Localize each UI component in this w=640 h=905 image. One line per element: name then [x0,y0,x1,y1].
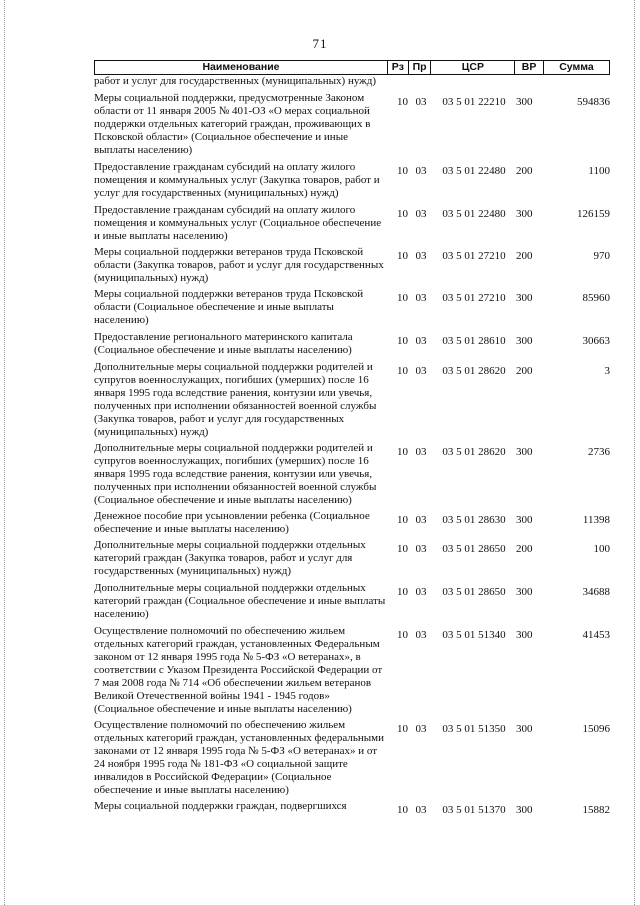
table-row [94,442,610,507]
table-row [94,625,610,716]
row-pr-cell: 03 [415,629,427,641]
row-rz-cell: 10 [397,514,408,526]
row-name-cell: Осуществление полномочий по обеспечению жильем отдельных категорий граждан, установленных Федеральным законом от 12 января 1995 года № 5-ФЗ «О ветеранах», в соответствии с Указом Президента Российской Федерации от 7 мая 2008 года № 714 «Об обеспечении жильем ветеранов Великой Отечественной войны 1941 - 1945 годов» (Социальное обеспечение и иные выплаты населению) [94,625,383,715]
row-name-cell: Денежное пособие при усыновлении ребенка (Социальное обеспечение и иные выплаты населению) [94,510,370,535]
row-sum-cell: 34688 [582,586,610,598]
row-name-cell: Предоставление гражданам субсидий на оплату жилого помещения и коммунальных услуг (Социальное обеспечение и иные выплаты населению) [94,204,382,242]
table-row [94,331,610,357]
row-vr-cell: 300 [516,629,533,641]
row-sum-cell: 2736 [588,446,610,458]
header-rz: Рз [387,61,408,74]
table-row [94,161,610,200]
row-sum-cell: 11398 [582,514,610,526]
row-vr-cell: 200 [516,165,533,177]
scan-edge-left [4,0,5,905]
row-vr-cell: 300 [516,96,533,108]
row-name-cell: Меры социальной поддержки, предусмотренные Законом области от 11 января 2005 № 401-ОЗ «О мерах социальной поддержки отдельных категорий граждан, проживающих в Псковской области» (Социальное обеспечение и иные выплаты населению) [94,92,371,156]
row-sum-cell: 3 [604,365,610,377]
row-sum-cell: 15096 [582,723,610,735]
header-sum: Сумма [543,61,609,74]
table-row [94,246,610,285]
row-rz-cell: 10 [397,208,408,220]
row-pr-cell: 03 [415,335,427,347]
row-vr-cell: 300 [516,514,533,526]
row-rz-cell: 10 [397,335,408,347]
row-csr-cell: 03 5 01 22210 [442,96,506,108]
row-rz-cell: 10 [397,543,408,555]
row-name-cell: Меры социальной поддержки ветеранов труда Псковской области (Закупка товаров, работ и услуг для государственных (муниципальных) нужд) [94,246,384,284]
row-csr-cell: 03 5 01 28630 [442,514,506,526]
row-csr-cell: 03 5 01 28650 [442,543,506,555]
row-vr-cell: 300 [516,292,533,304]
row-csr-cell: 03 5 01 28650 [442,586,506,598]
page-number: 71 [312,36,328,51]
row-rz-cell [390,75,410,79]
row-pr-cell: 03 [415,543,427,555]
row-pr-cell: 03 [415,208,427,220]
row-rz-cell: 10 [397,365,408,377]
row-vr-cell: 200 [516,250,533,262]
row-pr-cell: 03 [415,804,427,816]
table-row [94,539,610,578]
row-csr-cell: 03 5 01 28610 [442,335,506,347]
row-csr-cell: 03 5 01 51370 [442,804,506,816]
table-row [94,288,610,327]
row-pr-cell: 03 [415,586,427,598]
row-pr-cell: 03 [415,365,427,377]
row-rz-cell: 10 [397,723,408,735]
row-name-cell: Меры социальной поддержки ветеранов труда Псковской области (Социальное обеспечение и иные выплаты населению) [94,288,364,326]
row-sum-cell: 15882 [582,804,610,816]
header-vr: ВР [514,61,543,74]
row-csr-cell: 03 5 01 22480 [442,165,506,177]
row-sum-cell: 126159 [577,208,610,220]
table-row [94,582,610,621]
row-pr-cell: 03 [415,446,427,458]
row-pr-cell: 03 [415,165,427,177]
table-row [94,361,610,439]
table-row [94,75,610,88]
row-csr-cell: 03 5 01 28620 [442,446,506,458]
row-sum-cell: 100 [593,543,610,555]
row-csr-cell [432,75,516,79]
row-rz-cell: 10 [397,250,408,262]
row-vr-cell: 300 [516,586,533,598]
scan-edge-right [634,0,635,905]
row-name-cell: Осуществление полномочий по обеспечению жильем отдельных категорий граждан, установленных федеральными законами от 12 января 1995 года № 5-ФЗ «О ветеранах» и от 24 ноября 1995 года № 181-ФЗ «О социальной защите инвалидов в Российской Федерации» (Социальное обеспечение и иные выплаты населению) [94,719,384,796]
row-pr-cell: 03 [415,250,427,262]
row-name-cell: работ и услуг для государственных (муниципальных) нужд) [94,75,377,87]
row-name-cell: Дополнительные меры социальной поддержки родителей и супругов военнослужащих, погибших (умерших) после 16 января 1995 года вследствие ранения, контузии или увечья, полученных при исполнении обязанностей военной службы (Закупка товаров, работ и услуг для государственных (муниципальных) нужд) [94,361,377,438]
row-sum-cell [544,75,610,79]
table-header [94,60,610,75]
header-pr: Пр [408,61,431,74]
row-vr-cell: 300 [516,335,533,347]
header-csr: ЦСР [430,61,514,74]
table-row [94,510,610,536]
row-csr-cell: 03 5 01 27210 [442,250,506,262]
table-body [94,75,610,817]
row-pr-cell [410,75,432,79]
budget-table [94,60,610,817]
row-rz-cell: 10 [397,629,408,641]
row-vr-cell: 200 [516,365,533,377]
row-sum-cell: 30663 [582,335,610,347]
row-vr-cell: 300 [516,804,533,816]
row-name-cell: Предоставление регионального материнского капитала (Социальное обеспечение и иные выплаты населению) [94,331,353,356]
row-vr-cell: 200 [516,543,533,555]
row-rz-cell: 10 [397,446,408,458]
row-csr-cell: 03 5 01 22480 [442,208,506,220]
table-row [94,800,610,817]
row-rz-cell: 10 [397,96,408,108]
header-name: Наименование [202,61,280,73]
table-row [94,204,610,243]
row-sum-cell: 1100 [588,165,610,177]
row-name-cell: Дополнительные меры социальной поддержки отдельных категорий граждан (Социальное обеспечение и иные выплаты населению) [94,582,386,620]
row-sum-cell: 85960 [582,292,610,304]
row-sum-cell: 594836 [577,96,610,108]
row-sum-cell: 41453 [582,629,610,641]
row-name-cell: Меры социальной поддержки граждан, подвергшихся [94,800,347,812]
row-sum-cell: 970 [593,250,610,262]
row-vr-cell: 300 [516,446,533,458]
row-pr-cell: 03 [415,514,427,526]
row-pr-cell: 03 [415,96,427,108]
row-vr-cell [516,75,544,79]
row-csr-cell: 03 5 01 28620 [442,365,506,377]
row-name-cell: Дополнительные меры социальной поддержки отдельных категорий граждан (Закупка товаров, работ и услуг для государственных (муниципальных) нужд) [94,539,366,577]
row-rz-cell: 10 [397,586,408,598]
row-name-cell: Предоставление гражданам субсидий на оплату жилого помещения и коммунальных услуг (Закупка товаров, работ и услуг для государственных (муниципальных) нужд) [94,161,380,199]
row-csr-cell: 03 5 01 51350 [442,723,506,735]
row-pr-cell: 03 [415,292,427,304]
row-rz-cell: 10 [397,292,408,304]
row-vr-cell: 300 [516,723,533,735]
row-rz-cell: 10 [397,804,408,816]
row-vr-cell: 300 [516,208,533,220]
table-row [94,92,610,157]
table-row [94,719,610,797]
row-name-cell: Дополнительные меры социальной поддержки родителей и супругов военнослужащих, погибших (умерших) после 16 января 1995 года вследствие ранения, контузии или увечья, полученных при исполнении обязанностей военной службы (Социальное обеспечение и иные выплаты населению) [94,442,377,506]
row-rz-cell: 10 [397,165,408,177]
row-csr-cell: 03 5 01 51340 [442,629,506,641]
row-csr-cell: 03 5 01 27210 [442,292,506,304]
row-pr-cell: 03 [415,723,427,735]
